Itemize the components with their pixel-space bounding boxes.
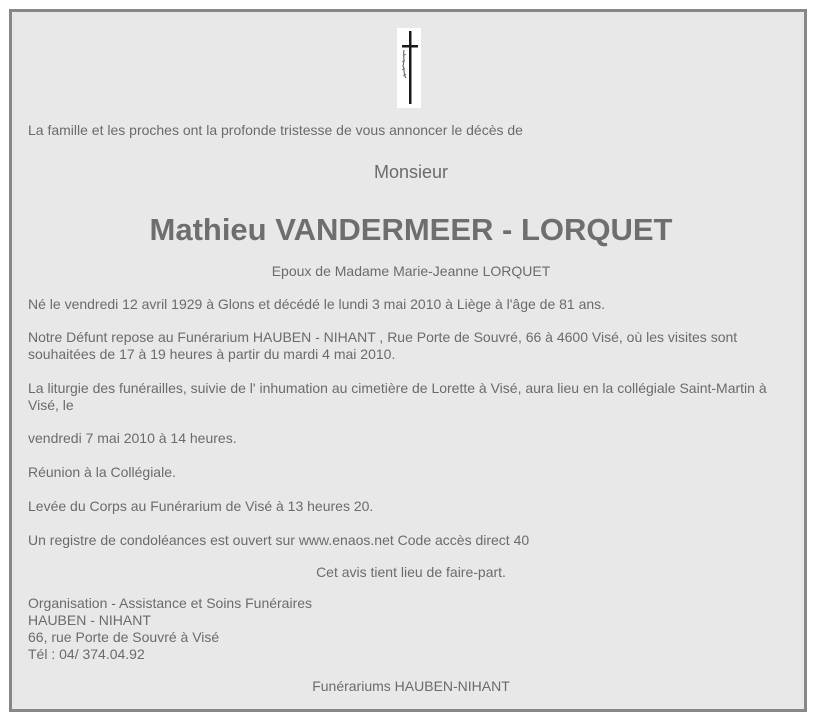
notice-text: Cet avis tient lieu de faire-part. (316, 564, 506, 580)
intro-text: La famille et les proches ont la profonde tristesse de vous annoncer le décès de (28, 122, 523, 138)
rest-place-text: Notre Défunt repose au Funérarium HAUBEN - NIHANT , Rue Porte de Souvré, 66 à 4600 Visé, où les visites sont souhaitées de 17 à 19 heures à partir du mardi 4 mai 2010. (28, 329, 738, 362)
organisation-line-2: HAUBEN - NIHANT (28, 612, 151, 628)
organisation-line-3: 66, rue Porte de Souvré à Visé (28, 629, 220, 645)
lifting-text: Levée du Corps au Funérarium de Visé à 13 heures 20. (28, 498, 374, 514)
obituary-card (9, 9, 807, 712)
organisation-line-1: Organisation - Assistance et Soins Funéraires (28, 595, 313, 611)
meeting-text: Réunion à la Collégiale. (28, 464, 176, 480)
deceased-name: Mathieu VANDERMEER - LORQUET (149, 212, 673, 247)
liturgy-text: La liturgie des funérailles, suivie de l' inhumation au cimetière de Lorette à Visé, aura lieu en la collégiale Saint-Martin à Visé, le (28, 380, 767, 413)
organisation-line-4: Tél : 04/ 374.04.92 (28, 646, 145, 662)
birth-death-text: Né le vendredi 12 avril 1929 à Glons et décédé le lundi 3 mai 2010 à Liège à l'âge de 81 ans. (28, 296, 606, 312)
funeral-date: vendredi 7 mai 2010 à 14 heures. (28, 430, 237, 446)
salutation: Monsieur (373, 162, 449, 182)
organisation-block (28, 595, 794, 663)
spouse-line: Epoux de Madame Marie-Jeanne LORQUET (271, 263, 551, 279)
footer-text: Funérariums HAUBEN-NIHANT (312, 678, 510, 694)
condolences-text: Un registre de condoléances est ouvert sur www.enaos.net Code accès direct 40 (28, 532, 530, 548)
cross-icon (397, 28, 421, 108)
